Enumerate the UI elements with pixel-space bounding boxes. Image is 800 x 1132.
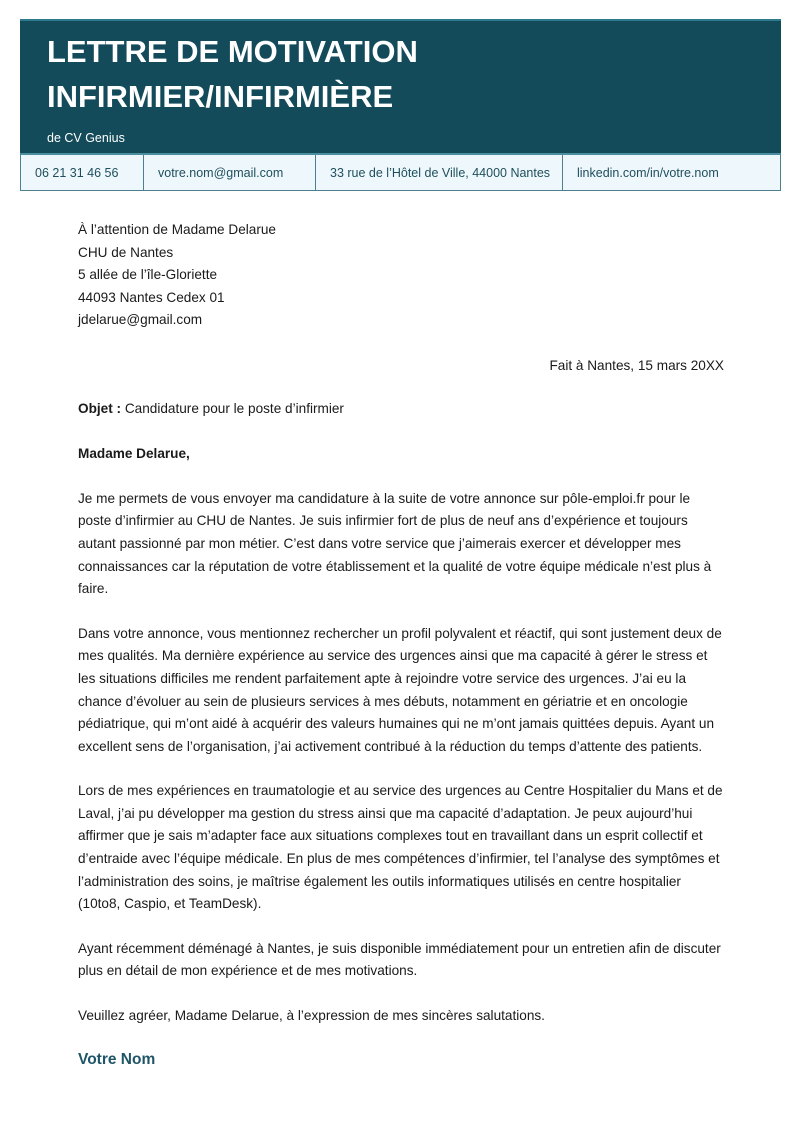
title-line-2: INFIRMIER/INFIRMIÈRE	[47, 79, 394, 114]
recipient-street: 5 allée de l’île-Gloriette	[78, 267, 218, 283]
paragraph-availability: Ayant récemment déménagé à Nantes, je suis disponible immédiatement pour un entretien afin de discuter plus en détail de mon expérience et de mes motivations.	[78, 940, 721, 979]
paragraph-experience: Lors de mes expériences en traumatologie et au service des urgences au Centre Hospitalier du Mans et de Laval, j’ai pu développer ma gestion du stress ainsi que ma capacité d’adaptation. Je peux aujourd’hui affirmer que je sais m’adapter face aux situations complexes tout en travaillant dans un esprit collectif et d’entraide avec l’équipe médicale. En plus de mes compétences d’infirmier, tel l’analyse des symptômes et l’administration des soins, je maîtrise également les outils informatiques utilisés en centre hospitalier (10to8, Caspio, et TeamDesk).	[78, 783, 723, 912]
contact-linkedin: linkedin.com/in/votre.nom	[577, 165, 719, 180]
letter-header	[20, 19, 781, 153]
contact-phone: 06 21 31 46 56	[21, 155, 144, 190]
letter-date: Fait à Nantes, 15 mars 20XX	[549, 357, 724, 373]
paragraph-closing: Veuillez agréer, Madame Delarue, à l’expression de mes sincères salutations.	[78, 1008, 545, 1024]
paragraph-qualities: Dans votre annonce, vous mentionnez rechercher un profil polyvalent et réactif, qui sont justement deux de mes qualités. Ma dernière expérience au service des urgences ainsi que ma capacité à gérer le stress et les situations difficiles me rendent parfaitement apte à rejoindre votre service des urgences. J’ai eu la chance d’évoluer au sein de plusieurs services à mes débuts, notamment en gériatrie et en oncologie pédiatrique, qui m’ont aidé à acquérir des valeurs humaines qui ne m’ont jamais quittées depuis. Ayant un excellent sens de l’organisation, j’ai activement contribué à la réduction du temps d’attente des patients.	[78, 625, 722, 754]
document-subtitle: de CV Genius	[47, 131, 125, 145]
letter-greeting: Madame Delarue,	[78, 446, 190, 462]
contact-email: votre.nom@gmail.com	[144, 155, 316, 190]
title-line-1: LETTRE DE MOTIVATION	[47, 34, 418, 69]
recipient-organization: CHU de Nantes	[78, 244, 174, 260]
subject-text: Candidature pour le poste d’infirmier	[121, 400, 344, 416]
signature-name: Votre Nom	[78, 1050, 156, 1068]
recipient-attention: À l’attention de Madame Delarue	[78, 222, 276, 237]
letter-subject	[78, 398, 724, 421]
paragraph-intro: Je me permets de vous envoyer ma candidature à la suite de votre annonce sur pôle-emploi.fr pour le poste d’infirmier au CHU de Nantes. Je suis infirmier fort de plus de neuf ans d’expérience et toujours autant passionné par mon métier. C’est dans votre service que j’aimerais exercer et développer mes connaissances car la réputation de votre établissement et la qualité de votre équipe médicale n’est plus à faire.	[78, 490, 712, 597]
subject-label: Objet :	[78, 400, 122, 416]
recipient-city: 44093 Nantes Cedex 01	[78, 289, 225, 305]
recipient-email: jdelarue@gmail.com	[78, 312, 203, 328]
recipient-block	[78, 219, 724, 332]
letter-body	[78, 219, 724, 1071]
contact-bar	[20, 153, 781, 191]
document-title	[47, 29, 418, 119]
contact-address: 33 rue de l’Hôtel de Ville, 44000 Nantes	[316, 155, 563, 190]
